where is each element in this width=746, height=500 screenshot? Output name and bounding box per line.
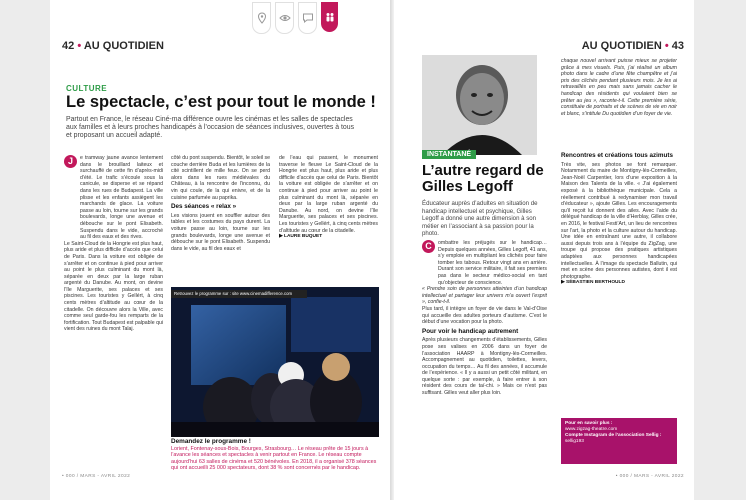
folio xyxy=(582,40,684,52)
body-text: Plus tard, il intègre un foyer de vie dans le Val-d’Oise qui accueille des adultes porteurs d’autisme. C’est le début d’une vocation pour la photo. xyxy=(422,305,547,326)
quote-text: « Prendre soin de personnes atteintes d’un handicap intellectuel et partager leur univers m’a ouvert l’esprit », confie-t-il. xyxy=(422,286,547,306)
body-text: côté du pont suspendu. Bientôt, le soleil se couche derrière Buda et les lumières de la cité scintillent de mille feux. On se perd alors dans les rues médiévales du Château, à la rencontre de l’inconnu, du vin qui coule, de la qui enivre, et de la cuisine parfumée au paprika. xyxy=(171,155,270,201)
info-label: Compte Instagram de l’association Sellig : xyxy=(565,433,662,438)
subheading: Des séances « relax » xyxy=(171,203,237,211)
body-text: Très vite, ses photos se font remarquer. Notamment du maire de Montigny-lès-Cormeilles, Jean-Noël Carpentier, lors d’une exposition à la Maison des Talents de la ville. « J’ai également exposé à la bibliothèque municipale. Cela a réellement contribué à redynamiser mon travail d’éducateur », ajoute Gilles. Les encouragements qu’il reçoit lui donnent des ailes. Avec l’aide du délégué handicap de la ville d’Herblay, Gilles crée, en 2016, le festival Festi’Art, un lieu de rencontres sur l’art, la photo et la culture autour du handicap. Une idée en entraînant une autre, il collabore aussi depuis trois ans à l’équipe du ZigZag, une troupe qui propose des pratiques artistiques adaptées aux personnes handicapées intellectuelles. À l’image du spectacle Ballutin, qui met en scène des personnes autistes, dont il est photographe. xyxy=(561,161,677,280)
people-icon xyxy=(324,11,336,23)
body-text: Le Saint-Cloud de la Hongrie est plus haut, plus aride et plus difficile d’accès que celui de Paris. Dans la voiture est obligée de s’arrêter et on continue à pied pour arriver au point le plus culminant du mont là, séparée en deux par la large ruban argenté du Danube. Au mont, on devine l’île Marguerite, ses palaces et ses piscines. Les touristes y Gellért, à cinq cents mètres d’altitude au cœur de la citadelle. On découvre alors la Ville, avec comme seul garde-fou les remparts de la fortification. Tout Budapest est palpable qui vient des ruines du mont Talaj. xyxy=(64,240,163,333)
dropcap: C xyxy=(422,240,435,253)
page-footer: • 000 / MARS - AVRIL 2022 xyxy=(615,474,684,479)
nav-location[interactable] xyxy=(252,2,271,34)
info-box xyxy=(561,418,677,464)
cinema-photo-image xyxy=(171,287,379,437)
section-name: AU QUOTIDIEN xyxy=(83,40,164,52)
article-standfirst: Éducateur auprès d’adultes en situation de handicap intellectuel et psychique, Gilles Legoff a donné une autre dimension à son métier en l’associant à sa passion pour la photo. xyxy=(422,200,538,237)
page-number: 43 xyxy=(671,40,684,52)
section-nav xyxy=(252,2,338,36)
intro-paragraph xyxy=(422,240,547,286)
eye-icon xyxy=(279,12,291,24)
dropcap: J xyxy=(64,155,77,168)
byline: ▶ LAURE BUQUET xyxy=(279,234,323,240)
intro-text: e tramway jaune avance lentement dans le brouillard laiteux et surchauffé de cette fin d’après-midi d’été. Le trafic s’écoule sous la canicule, se disperse et se répand dans les rues de Budapest. La ville plisse et les enfants assiègent les marchands de glace. La voiture passe au loin, tourne sur les grands boulevards, longe une avenue et débouche sur le pont Elisabeth. Suspendu dans le vide, accroché au fil des eaux et des rives. xyxy=(80,155,163,241)
body-text: de l’eau qui passent, le monument traverse le fleuve Le Saint-Cloud de la Hongrie est plus haut, plus aride et plus difficile d’accès que celui de Paris. Bientôt la voiture est obligée de s’arrêter et on continue à pied pour arriver au point le plus culminant du mont là, séparée en deux par la large ruban argenté du Danube. Au nord, on devine l’île Marguerite, ses palaces et ses piscines. Les touristes y Gellért, à cinq cents mètres d’altitude au cœur de la citadelle. xyxy=(279,155,378,234)
folio xyxy=(62,40,164,52)
caption-heading: Demandez le programme ! xyxy=(171,438,251,445)
nav-daily-life[interactable] xyxy=(321,2,338,32)
subheading: Pour voir le handicap autrement xyxy=(422,327,519,335)
text-column-2 xyxy=(171,155,270,275)
folio-dot: • xyxy=(77,40,82,52)
body-text: Les visions jouent en souffler autour des tables et les costumes du pays durent. La voiture passe au loin, tourne sur les grands boulevards, longe une avenue et débouche sur le pont Elisabeth. Suspendu dans le vide, au fil des eaux et xyxy=(171,212,270,252)
text-column-3 xyxy=(279,155,378,275)
article-kicker: CULTURE xyxy=(66,84,108,93)
intro-paragraph xyxy=(64,155,163,241)
text-column-right xyxy=(561,150,677,404)
left-page xyxy=(50,0,390,500)
intro-text: ombattre les préjugés sur le handicap… Depuis quelques années, Gilles Legoff, 41 ans, s’y emploie en multipliant les clichés pour faire tomber les tabous. Retour vingt ans en arrière. Durant son service militaire, il fait ses premiers pas dans le secteur médico-social en tant qu’objecteur de conscience. xyxy=(438,240,547,286)
portrait-photo xyxy=(422,55,537,155)
photo-tag: Retrouvez le programme sur : site www.cinemadifference.com xyxy=(171,290,307,298)
right-page xyxy=(394,0,694,500)
page-number: 42 xyxy=(62,40,75,52)
instagram-handle[interactable]: sellig193 xyxy=(565,439,584,444)
body-text: Après plusieurs changements d’établissements, Gilles pose ses valises en 2006 dans un foyer de l’association HAARP à Montigny-lès-Cormeilles. Accompagnement au quotidien, toilettes, levers, occupation du temps… Au fil des années, il accumule de l’expérience. « Il y a aussi un petit côté militant, en quelque sorte : par exemple, à faire entrer à son résident des cours de taï-chi. » Mais ce n’est pas suffisant. Gilles veut aller plus loin. xyxy=(422,337,547,397)
article-headline: L’autre regard de Gilles Legoff xyxy=(422,162,544,195)
speech-bubble-icon xyxy=(302,12,314,24)
portrait-image xyxy=(422,55,537,155)
subheading: Rencontres et créations tous azimuts xyxy=(561,152,673,159)
photo-caption: Lorient, Fontenay-sous-Bois, Bourges, Strasbourg… Le réseau prête de 15 jours à l’avance les séances et spectacles à venir partout en France. Le réseau compte aujourd’hui 63 salles de cinéma et 520 bénévoles. En 2018, il a organisé 378 séances qui ont accueilli 25 000 spectateurs, dont 38 % sont concernés par le handicap. xyxy=(171,446,377,471)
location-pin-icon xyxy=(256,12,268,24)
section-name: AU QUOTIDIEN xyxy=(581,40,662,52)
website-link[interactable]: www.zigzag-theatre.com xyxy=(565,427,618,432)
article-kicker: INSTANTANÉ xyxy=(422,150,476,159)
cinema-photo xyxy=(171,287,379,437)
byline: ▶ SÉBASTIEN BERTHOULD xyxy=(561,280,625,286)
info-heading: Pour en savoir plus : xyxy=(565,421,613,426)
nav-dialogue[interactable] xyxy=(298,2,317,34)
folio-dot: • xyxy=(664,40,669,52)
page-footer: • 000 / MARS - AVRIL 2022 xyxy=(62,474,131,479)
text-column-main xyxy=(422,240,547,472)
article-standfirst: Partout en France, le réseau Ciné-ma différence ouvre les cinémas et les salles de spectacles aux familles et à leurs proches handicapés à l’occasion de séances inclusives, ouvertes à tous et proposant un accueil adapté. xyxy=(66,116,355,140)
article-headline: Le spectacle, c’est pour tout le monde ! xyxy=(66,93,376,111)
body-text: chaque nouvel arrivant puisse mieux se projeter grâce à mes visuels. Puis, j’ai réalisé un album photo dans le cadre d’une fête champêtre et j’ai pris des clichés pendant plusieurs mois. Je les ai retravaillés en peu mais sans jamais cacher le handicap des résidents qui voulaient bien se prêter au jeu », raconte-t-il. Cette première série, constituée de portraits et de scènes de vie en noir et blanc, s’intitule Du quotidien d’un foyer de vie. xyxy=(561,58,677,117)
text-column-1 xyxy=(64,155,163,475)
nav-vision[interactable] xyxy=(275,2,294,34)
